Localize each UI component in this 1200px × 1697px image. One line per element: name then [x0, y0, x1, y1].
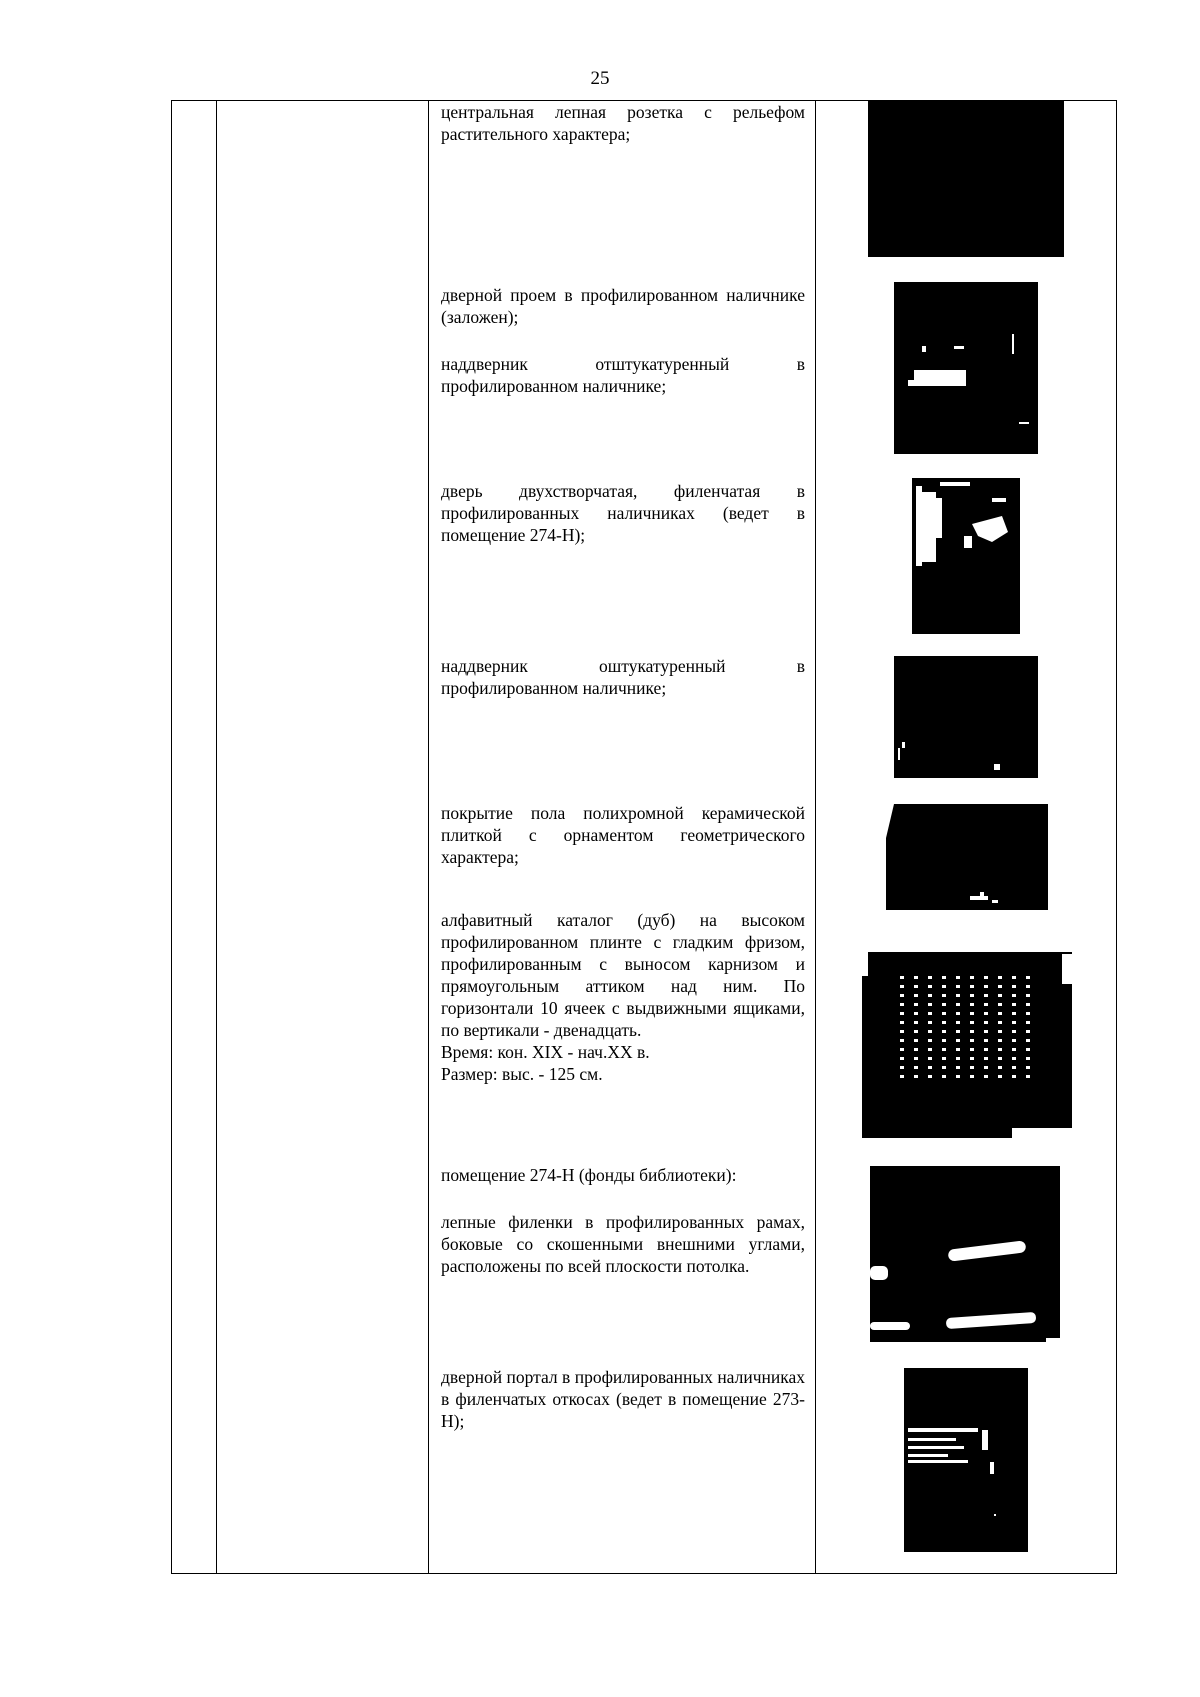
blocked-doorway-photo — [894, 282, 1038, 454]
column-divider-3 — [815, 100, 816, 1574]
column-divider-2 — [428, 100, 429, 1574]
item-description-4: дверь двухстворчатая, филенчатая в профилированных наличниках (ведет в помещение 274-Н); — [441, 481, 805, 545]
item-description-9: лепные филенки в профилированных рамах, боковые со скошенными внешними углами, расположены по всей плоскости потолка. — [441, 1212, 805, 1276]
item-description-10: дверной портал в профилированных наличниках в филенчатых откосах (ведет в помещение 273-Н); — [441, 1367, 805, 1431]
item-description-6: покрытие пола полихромной керамической плиткой с орнаментом геометрического характера; — [441, 803, 805, 867]
card-catalog-photo — [862, 942, 1072, 1138]
item-description-8: помещение 274-Н (фонды библиотеки): — [441, 1165, 737, 1185]
item-description-3: наддверник отштукатуренный в профилированном наличнике; — [441, 354, 805, 396]
ceiling-rosette-photo — [868, 100, 1064, 257]
ceiling-panels-photo — [870, 1166, 1060, 1342]
column-divider-1 — [216, 100, 217, 1574]
item-size: Размер: выс. - 125 см. — [441, 1064, 603, 1084]
floor-tile-photo — [886, 804, 1048, 910]
overdoor-photo — [894, 656, 1038, 778]
double-door-photo — [912, 478, 1020, 634]
item-description-1: центральная лепная розетка с рельефом растительного характера; — [441, 102, 805, 144]
item-description-7: алфавитный каталог (дуб) на высоком профилированном плинте с гладким фризом, профилированным с выносом карнизом и прямоугольным аттиком над ним. По горизонтали 10 ячеек с выдвижными ящиками, по вертикали - двенадцать. Время: кон. XIX - нач.XX в. Размер: выс. - 125 см. — [441, 910, 805, 1084]
item-description-2: дверной проем в профилированном наличнике (заложен); — [441, 285, 805, 327]
door-portal-photo — [904, 1368, 1028, 1552]
item-description-5: наддверник оштукатуренный в профилированном наличнике; — [441, 656, 805, 698]
item-time: Время: кон. XIX - нач.XX в. — [441, 1042, 650, 1062]
page-number: 25 — [590, 68, 610, 89]
